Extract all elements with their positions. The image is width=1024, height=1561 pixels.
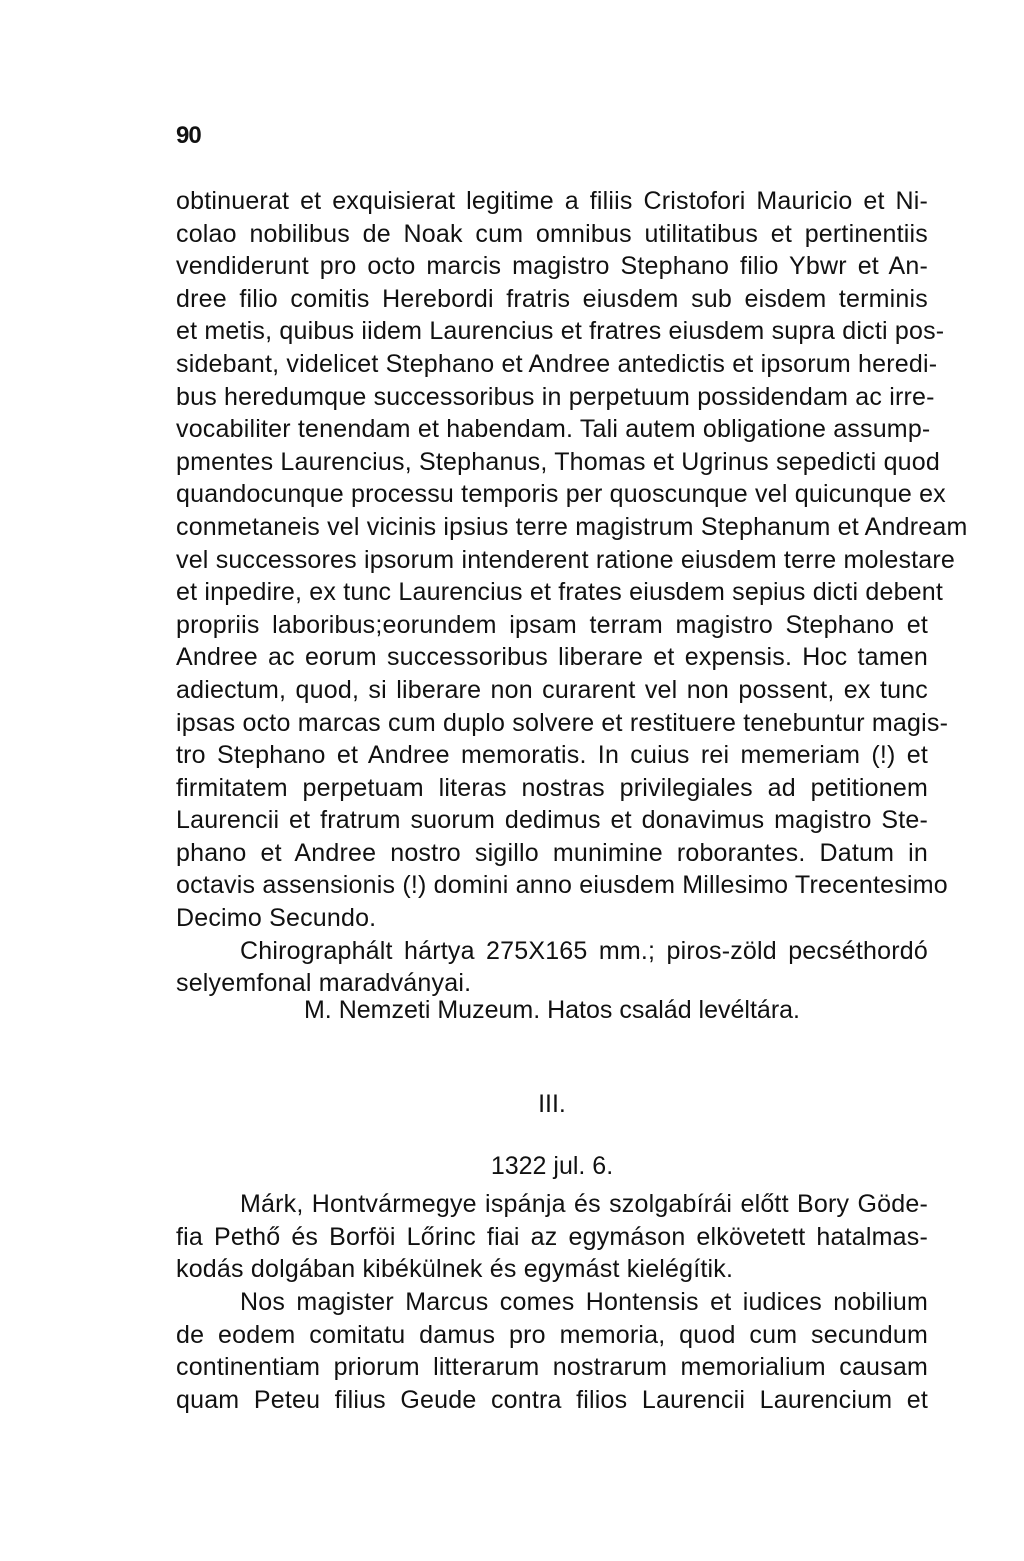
text-line: ipsas octo marcas cum duplo solvere et restituere tenebuntur magis- [176, 708, 949, 737]
summary [176, 1188, 928, 1286]
note-line: Chirographált hártya 275X165 mm.; piros-zöld pecséthordó [240, 936, 928, 965]
body-line: Nos magister Marcus comes Hontensis et iudices nobilium [240, 1288, 928, 1316]
text-line: conmetaneis vel vicinis ipsius terre magistrum Stephanum et Andream [176, 512, 968, 541]
archive-reference: M. Nemzeti Muzeum. Hatos család levéltára. [303, 996, 800, 1024]
text-line: obtinuerat et exquisierat legitime a filiis Cristofori Mauricio et Ni- [176, 187, 928, 215]
text-line: colao nobilibus de Noak cum omnibus utilitatibus et pertinentiis [176, 219, 928, 248]
summary-line: fia Pethő és Borföi Lőrinc fiai az egymáson elkövetett hatalmas- [176, 1222, 928, 1251]
text-line: Decimo Secundo. [176, 904, 377, 933]
summary-line: Márk, Hontvármegye ispánja és szolgabírái előtt Bory Göde- [240, 1190, 928, 1218]
text-line: adiectum, quod, si liberare non curarent vel non possent, ex tunc [176, 675, 928, 704]
text-line: firmitatem perpetuam literas nostras privilegiales ad petitionem [176, 773, 928, 802]
text-line: dree filio comitis Herebordi fratris eiusdem sub eisdem terminis [176, 284, 928, 313]
body-line: de eodem comitatu damus pro memoria, quod cum secundum [176, 1320, 928, 1349]
text-line: sidebant, videlicet Stephano et Andree antedictis et ipsorum heredi- [176, 349, 938, 378]
page-number: 90 [176, 122, 201, 149]
text-line: vocabiliter tenendam et habendam. Tali autem obligatione assump- [176, 415, 931, 444]
text-line: propriis laboribus;eorundem ipsam terram magistro Stephano et [176, 610, 928, 639]
summary-line: kodás dolgában kibékülnek és egymást kielégítik. [176, 1255, 734, 1284]
body-line: continentiam priorum litterarum nostrarum memorialium causam [176, 1353, 928, 1382]
text-line: vendiderunt pro octo marcis magistro Stephano filio Ybwr et An- [176, 252, 928, 281]
text-line: vel successores ipsorum intenderent ratione eiusdem terre molestare [176, 545, 956, 574]
text-line: bus heredumque successoribus in perpetuum possidendam ac irre- [176, 382, 935, 411]
text-line: Andree ac eorum successoribus liberare et expensis. Hoc tamen [176, 643, 928, 672]
body-text [176, 1286, 928, 1416]
note-line: selyemfonal maradványai. [176, 969, 472, 998]
document-date: 1322 jul. 6. [490, 1152, 614, 1180]
text-line: pmentes Laurencius, Stephanus, Thomas et Ugrinus sepedicti quod [176, 447, 940, 476]
body-line: quam Peteu filius Geude contra filios Laurencii Laurencium et [176, 1385, 928, 1414]
text-line: phano et Andree nostro sigillo munimine roborantes. Datum in [176, 838, 928, 867]
text-line: Laurencii et fratrum suorum dedimus et donavimus magistro Ste- [176, 806, 928, 835]
text-line: quandocunque processu temporis per quoscunque vel quicunque ex [176, 480, 946, 509]
text-line: et metis, quibus iidem Laurencius et fratres eiusdem supra dicti pos- [176, 317, 945, 346]
text-line: tro Stephano et Andree memoratis. In cuius rei memeriam (!) et [176, 741, 928, 770]
main-text [176, 185, 968, 1000]
text-line: et inpedire, ex tunc Laurencius et frates eiusdem sepius dicti debent [176, 578, 944, 607]
text-line: octavis assensionis (!) domini anno eiusdem Millesimo Trecentesimo [176, 871, 948, 900]
section-number: III. [538, 1090, 566, 1118]
